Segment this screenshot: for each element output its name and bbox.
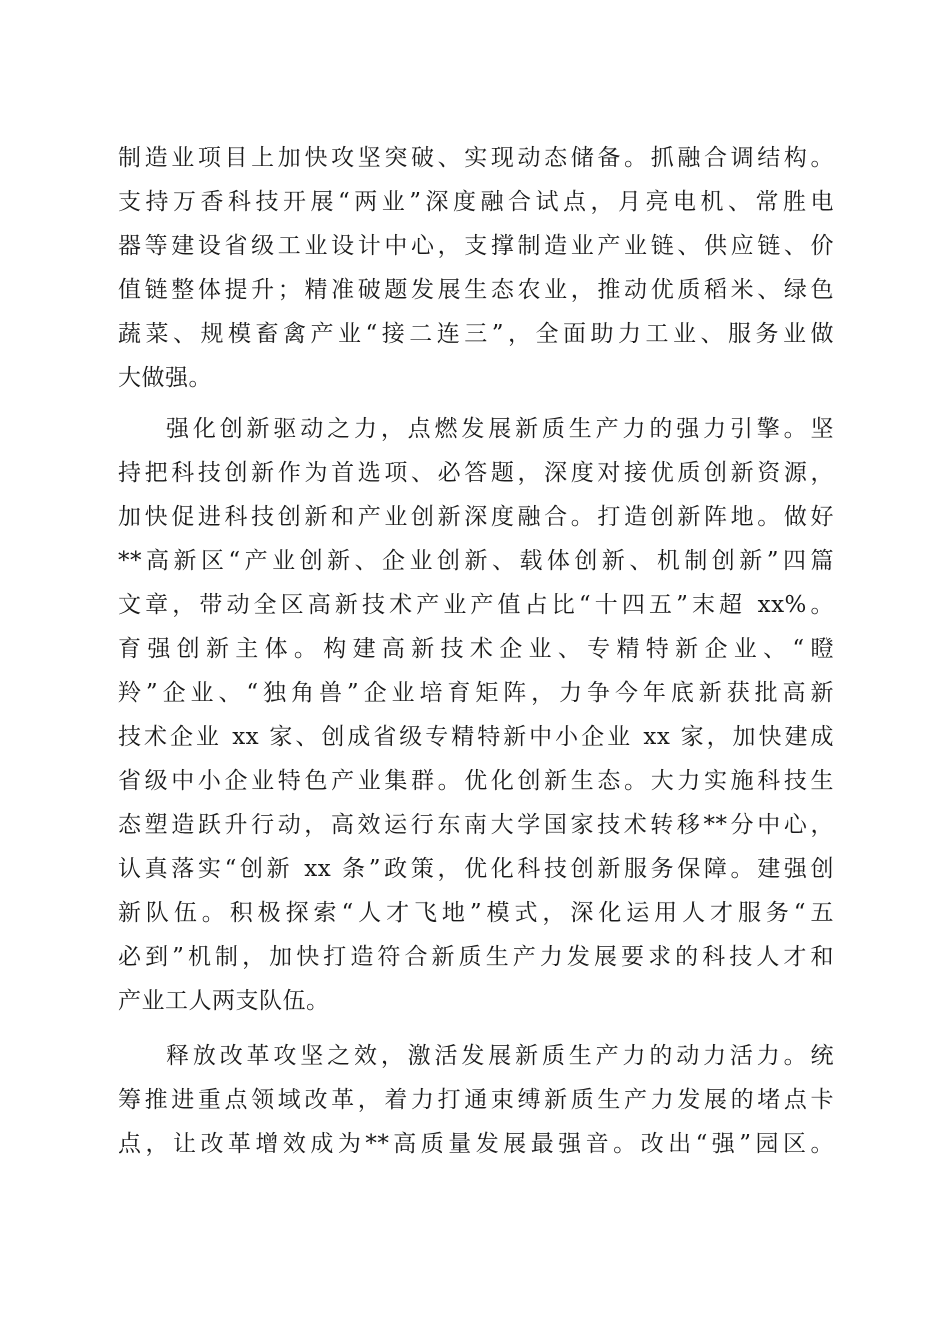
paragraph-line: 值链整体提升；精准破题发展生态农业，推动优质稻米、绿色 [118, 277, 834, 303]
paragraph-line: **高新区“产业创新、企业创新、载体创新、机制创新”四篇 [118, 548, 834, 574]
paragraph-line: 释放改革攻坚之效，激活发展新质生产力的动力活力。统 [166, 1043, 834, 1069]
paragraph-line: 省级中小企业特色产业集群。优化创新生态。大力实施科技生 [118, 768, 834, 794]
paragraph-line: 持把科技创新作为首选项、必答题，深度对接优质创新资源， [118, 460, 834, 486]
paragraph-line: 筹推进重点领域改革，着力打通束缚新质生产力发展的堵点卡 [118, 1087, 834, 1113]
paragraph-line: 文章，带动全区高新技术产业产值占比“十四五”末超 xx%。 [118, 592, 834, 618]
paragraph-1 [118, 136, 834, 400]
paragraph-line: 新队伍。积极探索“人才飞地”模式，深化运用人才服务“五 [118, 900, 834, 926]
paragraph-line: 支持万香科技开展“两业”深度融合试点，月亮电机、常胜电 [118, 189, 834, 215]
paragraph-line: 大做强。 [118, 365, 212, 391]
paragraph-line: 技术企业 xx 家、创成省级专精特新中小企业 xx 家，加快建成 [118, 724, 834, 750]
paragraph-line: 制造业项目上加快攻坚突破、实现动态储备。抓融合调结构。 [118, 145, 834, 171]
paragraph-line: 点，让改革增效成为**高质量发展最强音。改出“强”园区。 [118, 1131, 834, 1157]
paragraph-3 [118, 1034, 834, 1166]
paragraph-line: 态塑造跃升行动，高效运行东南大学国家技术转移**分中心， [118, 812, 834, 838]
paragraph-2 [118, 407, 834, 1023]
paragraph-line: 强化创新驱动之力，点燃发展新质生产力的强力引擎。坚 [166, 416, 834, 442]
paragraph-line: 育强创新主体。构建高新技术企业、专精特新企业、“瞪 [118, 636, 834, 662]
paragraph-line: 产业工人两支队伍。 [118, 988, 330, 1014]
paragraph-line: 蔬菜、规模畜禽产业“接二连三”，全面助力工业、服务业做 [118, 321, 834, 347]
paragraph-line: 羚”企业、“独角兽”企业培育矩阵，力争今年底新获批高新 [118, 680, 834, 706]
paragraph-line: 器等建设省级工业设计中心，支撑制造业产业链、供应链、价 [118, 233, 834, 259]
paragraph-line: 必到”机制，加快打造符合新质生产力发展要求的科技人才和 [118, 944, 834, 970]
paragraph-line: 加快促进科技创新和产业创新深度融合。打造创新阵地。做好 [118, 504, 834, 530]
paragraph-line: 认真落实“创新 xx 条”政策，优化科技创新服务保障。建强创 [118, 856, 834, 882]
